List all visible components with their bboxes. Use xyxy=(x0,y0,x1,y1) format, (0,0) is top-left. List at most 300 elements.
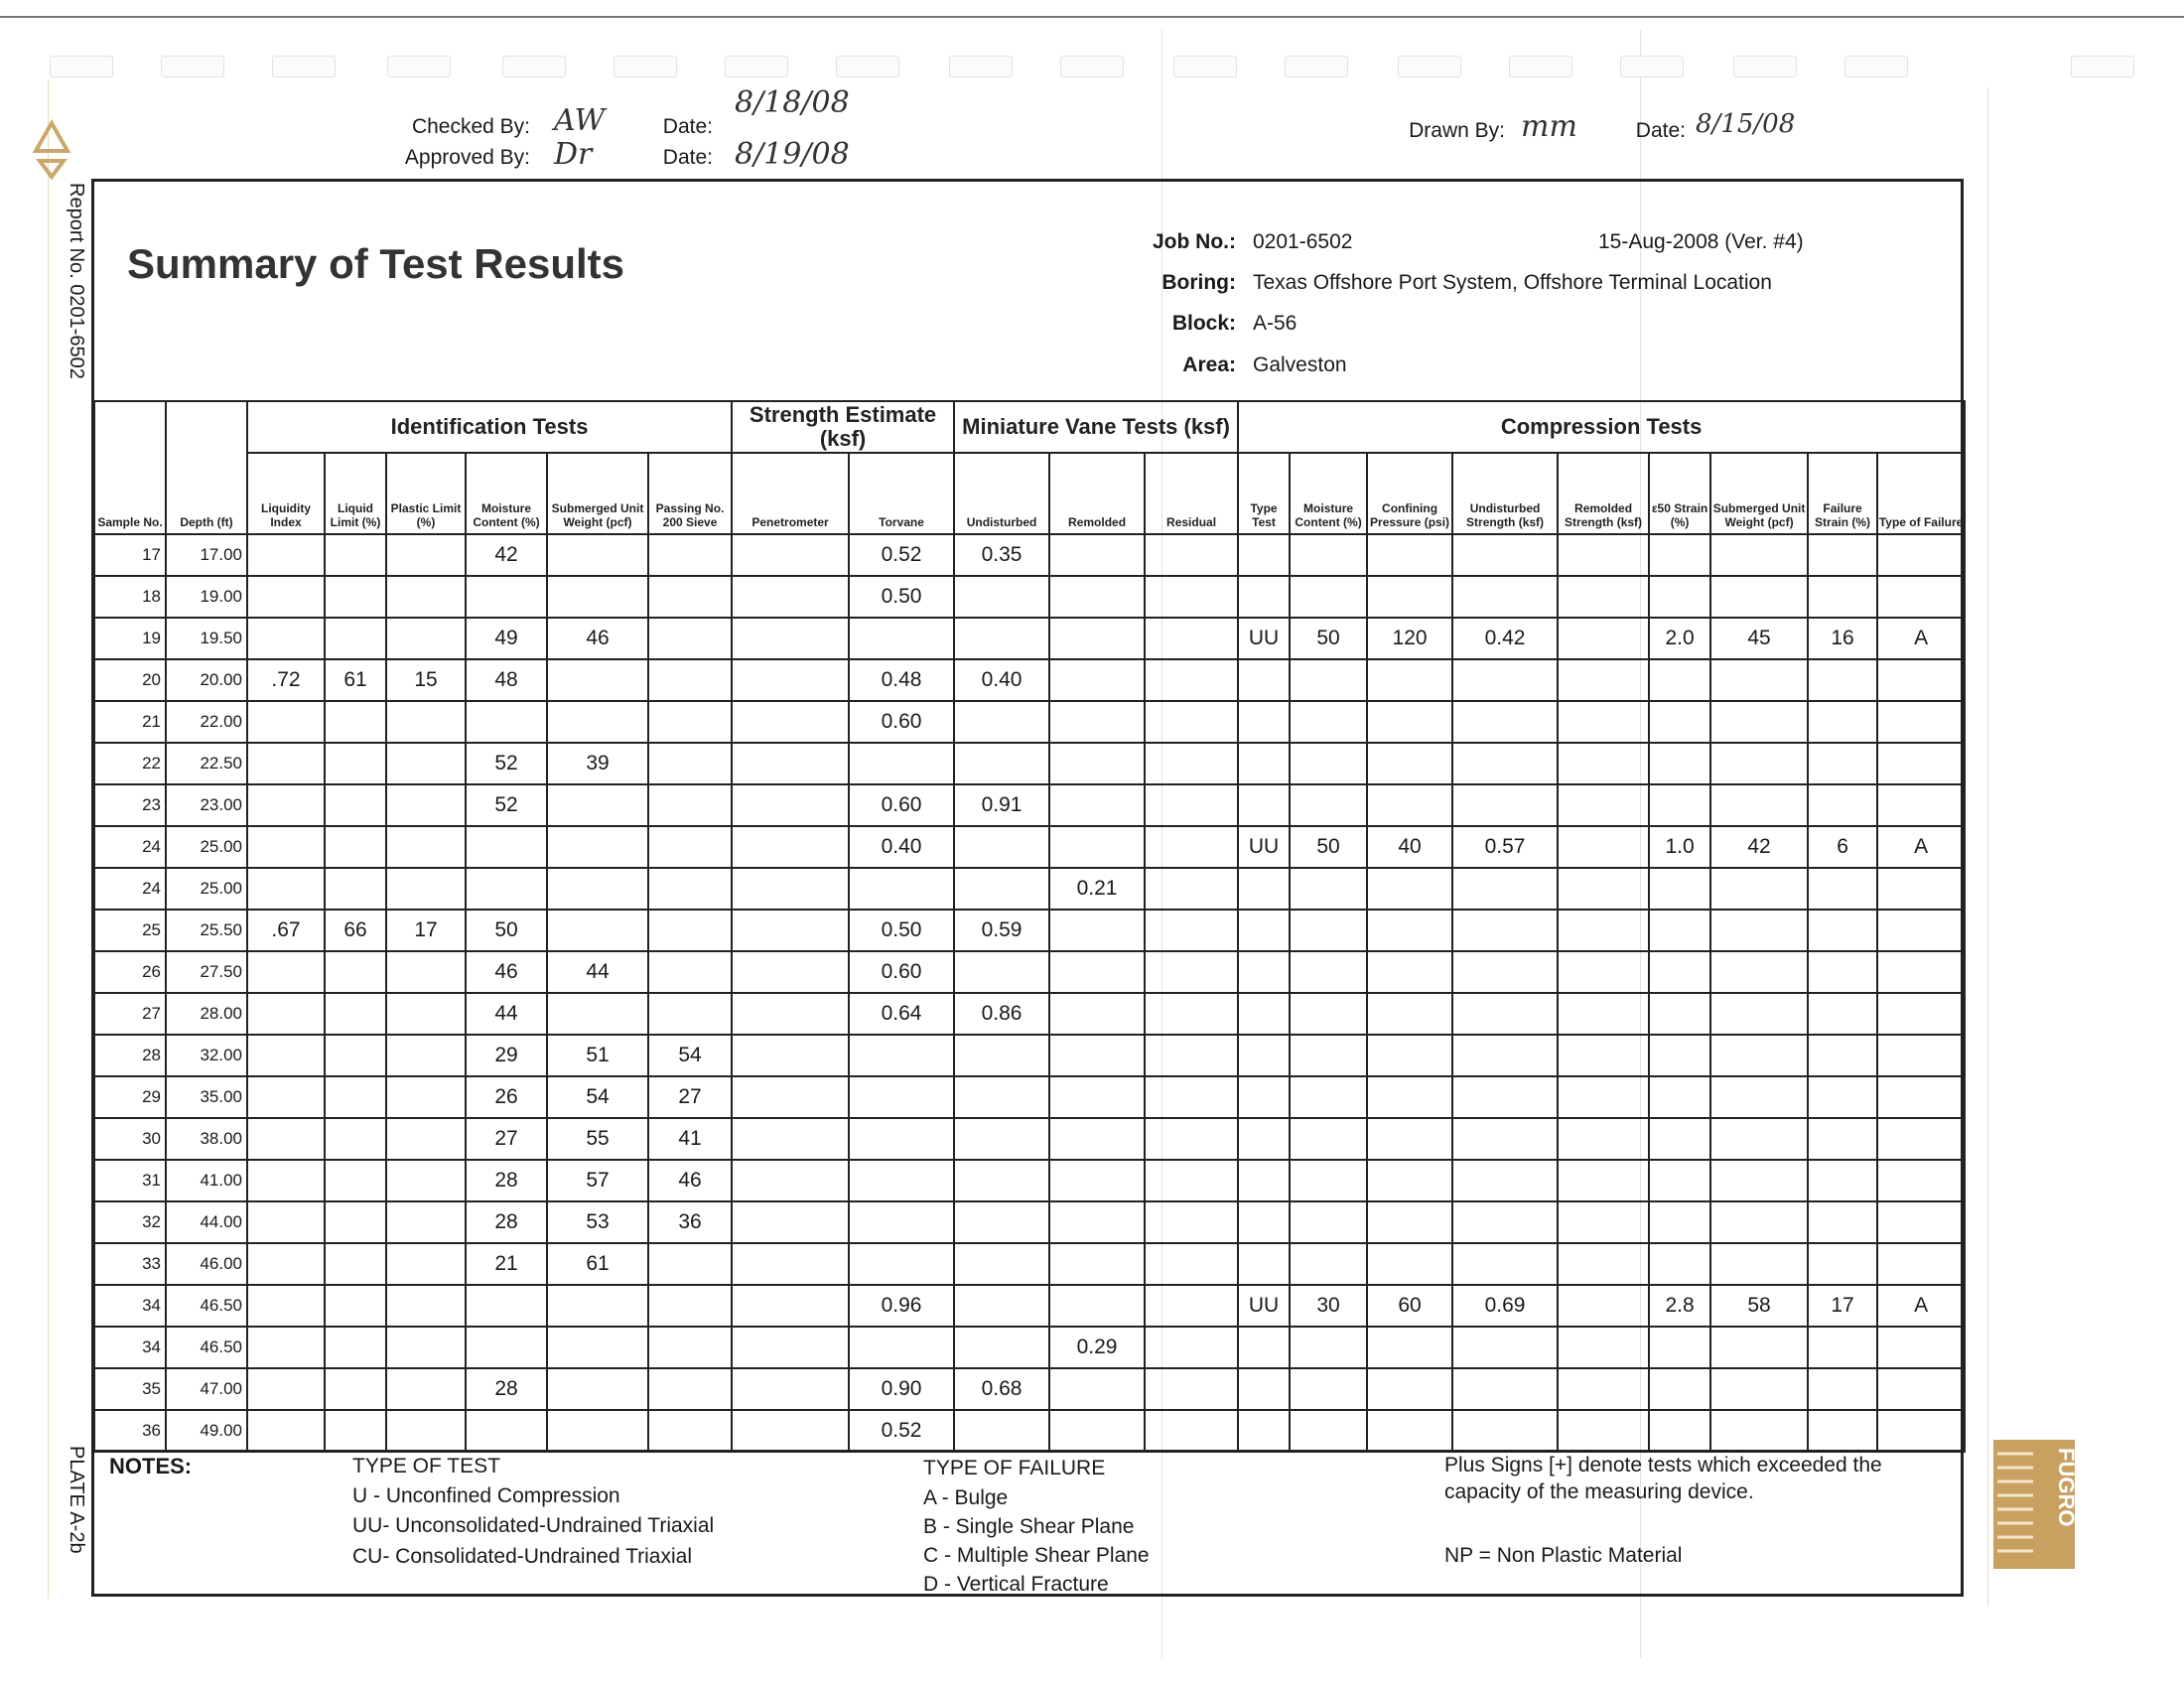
table-cell xyxy=(247,951,325,993)
table-cell xyxy=(1877,1035,1965,1076)
table-cell: 0.40 xyxy=(849,826,954,868)
table-cell xyxy=(1877,1327,1965,1368)
table-cell xyxy=(386,618,466,659)
table-cell xyxy=(648,618,732,659)
table-cell xyxy=(325,1201,386,1243)
table-cell: 25.00 xyxy=(166,868,247,910)
table-cell xyxy=(386,868,466,910)
group-compression-tests: Compression Tests xyxy=(1238,401,1965,453)
area-label: Area: xyxy=(1182,353,1236,376)
punch-hole xyxy=(1844,56,1908,77)
table-cell xyxy=(1558,1368,1649,1410)
table-cell: 32 xyxy=(94,1201,166,1243)
table-cell xyxy=(1049,743,1145,784)
table-cell xyxy=(1558,1118,1649,1160)
table-cell xyxy=(732,576,849,618)
table-cell xyxy=(1649,1243,1710,1285)
table-cell xyxy=(1049,1076,1145,1118)
table-cell: 44.00 xyxy=(166,1201,247,1243)
table-cell xyxy=(1877,1243,1965,1285)
table-cell xyxy=(1238,1327,1290,1368)
table-cell xyxy=(1049,1035,1145,1076)
table-cell xyxy=(325,534,386,576)
table-cell xyxy=(386,1243,466,1285)
plate-label-side: PLATE A-2b xyxy=(66,1446,87,1554)
table-cell xyxy=(1710,534,1808,576)
type-of-failure-item: C - Multiple Shear Plane xyxy=(923,1544,1150,1567)
table-cell xyxy=(1808,743,1877,784)
table-cell xyxy=(732,659,849,701)
table-cell xyxy=(1558,1243,1649,1285)
table-cell xyxy=(1145,1201,1238,1243)
table-cell xyxy=(325,618,386,659)
table-cell: 27 xyxy=(648,1076,732,1118)
table-cell xyxy=(1877,534,1965,576)
table-cell xyxy=(325,1243,386,1285)
table-cell xyxy=(1877,1368,1965,1410)
table-cell xyxy=(1367,1035,1452,1076)
table-cell xyxy=(1558,993,1649,1035)
table-cell: 47.00 xyxy=(166,1368,247,1410)
table-cell xyxy=(386,826,466,868)
punch-hole xyxy=(502,56,566,77)
table-cell: 40 xyxy=(1367,826,1452,868)
table-cell xyxy=(1367,910,1452,951)
table-cell xyxy=(1367,576,1452,618)
table-cell xyxy=(1238,1368,1290,1410)
table-cell xyxy=(466,1327,547,1368)
table-cell xyxy=(1145,1160,1238,1201)
table-cell xyxy=(547,868,648,910)
table-cell xyxy=(1145,743,1238,784)
table-cell xyxy=(732,1118,849,1160)
table-cell xyxy=(1558,534,1649,576)
table-row xyxy=(94,1327,1965,1368)
table-cell xyxy=(849,618,954,659)
table-cell: 55 xyxy=(547,1118,648,1160)
table-cell xyxy=(1452,1035,1558,1076)
table-cell xyxy=(547,910,648,951)
table-row xyxy=(94,701,1965,743)
table-cell xyxy=(1145,534,1238,576)
table-cell xyxy=(1710,1076,1808,1118)
type-of-test-item: U - Unconfined Compression xyxy=(352,1484,620,1507)
table-cell xyxy=(466,1410,547,1452)
table-cell: 34 xyxy=(94,1285,166,1327)
table-cell xyxy=(849,1035,954,1076)
table-cell xyxy=(1452,659,1558,701)
col-undisturbed-strength: Undisturbed Strength (ksf) xyxy=(1452,453,1558,534)
table-cell: 52 xyxy=(466,784,547,826)
table-cell: 0.91 xyxy=(954,784,1049,826)
table-cell xyxy=(1367,993,1452,1035)
table-cell xyxy=(547,993,648,1035)
table-cell xyxy=(732,951,849,993)
table-cell: 31 xyxy=(94,1160,166,1201)
table-cell xyxy=(1367,534,1452,576)
table-row xyxy=(94,1201,1965,1243)
table-cell xyxy=(648,993,732,1035)
table-row xyxy=(94,784,1965,826)
col-torvane: Torvane xyxy=(849,453,954,534)
table-cell xyxy=(466,1285,547,1327)
col-type-test: Type Test xyxy=(1238,453,1290,534)
table-cell: 0.52 xyxy=(849,534,954,576)
table-cell: 44 xyxy=(547,951,648,993)
table-cell: 46 xyxy=(466,951,547,993)
table-cell xyxy=(247,1076,325,1118)
table-cell: 24 xyxy=(94,868,166,910)
table-cell xyxy=(1808,910,1877,951)
test-results-table xyxy=(93,400,1966,1453)
table-cell: 0.57 xyxy=(1452,826,1558,868)
punch-hole xyxy=(1285,56,1348,77)
table-cell xyxy=(1238,534,1290,576)
col-depth: Depth (ft) xyxy=(166,401,247,534)
group-identification-tests: Identification Tests xyxy=(247,401,732,453)
table-cell: 42 xyxy=(466,534,547,576)
table-cell: 120 xyxy=(1367,618,1452,659)
col-sample-no: Sample No. xyxy=(94,401,166,534)
table-cell xyxy=(1452,1076,1558,1118)
table-cell xyxy=(325,1118,386,1160)
table-cell: 0.60 xyxy=(849,784,954,826)
punch-hole xyxy=(161,56,224,77)
table-cell: 19.00 xyxy=(166,576,247,618)
table-cell xyxy=(247,1243,325,1285)
table-cell xyxy=(954,1076,1049,1118)
table-cell xyxy=(247,868,325,910)
table-cell: 36 xyxy=(648,1201,732,1243)
table-cell xyxy=(1808,1410,1877,1452)
table-cell xyxy=(386,1410,466,1452)
boring-label: Boring: xyxy=(1161,271,1236,294)
table-cell: 20 xyxy=(94,659,166,701)
table-cell xyxy=(1452,1410,1558,1452)
drawn-date-label: Date: xyxy=(1635,119,1686,142)
punch-hole xyxy=(836,56,899,77)
table-cell: 50 xyxy=(466,910,547,951)
table-cell xyxy=(1452,1243,1558,1285)
table-cell xyxy=(1877,1160,1965,1201)
table-cell xyxy=(1649,910,1710,951)
col-submerged-unit-weight: Submerged Unit Weight (pcf) xyxy=(547,453,648,534)
table-cell xyxy=(1877,993,1965,1035)
table-row xyxy=(94,993,1965,1035)
table-row xyxy=(94,1368,1965,1410)
table-cell xyxy=(732,1368,849,1410)
table-cell xyxy=(648,1368,732,1410)
table-cell xyxy=(1145,784,1238,826)
table-cell xyxy=(1367,1368,1452,1410)
table-cell xyxy=(1049,1410,1145,1452)
checked-date-label: Date: xyxy=(662,115,713,138)
table-cell xyxy=(1808,576,1877,618)
table-cell xyxy=(1290,534,1367,576)
table-cell: 27.50 xyxy=(166,951,247,993)
table-cell: 28 xyxy=(94,1035,166,1076)
table-cell: 66 xyxy=(325,910,386,951)
table-cell xyxy=(954,1243,1049,1285)
table-cell: UU xyxy=(1238,1285,1290,1327)
table-cell xyxy=(648,951,732,993)
table-cell xyxy=(1877,576,1965,618)
table-cell: 61 xyxy=(325,659,386,701)
table-cell: 22.00 xyxy=(166,701,247,743)
table-cell xyxy=(1558,910,1649,951)
approved-by-signature: Dr xyxy=(554,137,593,172)
table-cell xyxy=(648,1410,732,1452)
table-cell xyxy=(1877,951,1965,993)
punch-hole xyxy=(272,56,336,77)
table-cell: .72 xyxy=(247,659,325,701)
col-moisture-content: Moisture Content (%) xyxy=(466,453,547,534)
table-cell xyxy=(1452,1118,1558,1160)
table-cell xyxy=(648,576,732,618)
table-cell: 1.0 xyxy=(1649,826,1710,868)
table-row xyxy=(94,910,1965,951)
table-cell xyxy=(1145,701,1238,743)
table-cell xyxy=(247,1201,325,1243)
table-cell xyxy=(547,1285,648,1327)
checked-by-signature: AW xyxy=(554,103,606,138)
table-cell xyxy=(648,659,732,701)
table-cell xyxy=(1145,868,1238,910)
table-cell: 25.50 xyxy=(166,910,247,951)
table-cell: 35 xyxy=(94,1368,166,1410)
non-plastic-note: NP = Non Plastic Material xyxy=(1444,1544,1683,1567)
table-cell xyxy=(1452,1160,1558,1201)
table-cell: 2.0 xyxy=(1649,618,1710,659)
table-cell: A xyxy=(1877,1285,1965,1327)
table-cell xyxy=(1710,868,1808,910)
table-cell xyxy=(849,1118,954,1160)
table-cell xyxy=(247,743,325,784)
table-cell xyxy=(325,993,386,1035)
table-cell: 17 xyxy=(1808,1285,1877,1327)
table-cell xyxy=(648,826,732,868)
table-cell xyxy=(1049,1243,1145,1285)
table-cell xyxy=(547,784,648,826)
table-cell: 0.68 xyxy=(954,1368,1049,1410)
table-cell xyxy=(1558,868,1649,910)
table-cell xyxy=(1049,1368,1145,1410)
table-cell xyxy=(1238,1160,1290,1201)
table-cell xyxy=(1558,784,1649,826)
table-cell xyxy=(1710,1327,1808,1368)
table-cell: 23 xyxy=(94,784,166,826)
table-cell xyxy=(849,1201,954,1243)
table-cell xyxy=(1367,1201,1452,1243)
table-cell: 61 xyxy=(547,1243,648,1285)
table-cell xyxy=(1877,910,1965,951)
table-cell xyxy=(1649,951,1710,993)
table-row xyxy=(94,1118,1965,1160)
table-cell xyxy=(1145,1327,1238,1368)
table-row xyxy=(94,618,1965,659)
table-cell xyxy=(1290,1368,1367,1410)
punch-hole xyxy=(725,56,788,77)
table-cell xyxy=(1877,868,1965,910)
table-cell xyxy=(1710,1201,1808,1243)
table-cell xyxy=(1145,910,1238,951)
table-cell xyxy=(1049,701,1145,743)
table-cell xyxy=(1049,1285,1145,1327)
table-cell: 45 xyxy=(1710,618,1808,659)
col-penetrometer: Penetrometer xyxy=(732,453,849,534)
col-vane-undisturbed: Undisturbed xyxy=(954,453,1049,534)
table-cell xyxy=(1238,951,1290,993)
table-cell xyxy=(849,1160,954,1201)
punch-hole xyxy=(1733,56,1797,77)
table-cell xyxy=(1710,701,1808,743)
table-cell xyxy=(1710,1243,1808,1285)
table-cell xyxy=(1558,1035,1649,1076)
table-cell xyxy=(547,534,648,576)
table-cell xyxy=(1808,1118,1877,1160)
table-cell xyxy=(1290,910,1367,951)
table-cell xyxy=(325,1327,386,1368)
table-cell xyxy=(1367,659,1452,701)
table-cell xyxy=(466,576,547,618)
punch-hole xyxy=(1620,56,1684,77)
table-cell xyxy=(1808,1201,1877,1243)
table-cell xyxy=(1452,576,1558,618)
table-cell xyxy=(1049,534,1145,576)
type-of-failure-item: A - Bulge xyxy=(923,1486,1009,1509)
table-cell: 46.00 xyxy=(166,1243,247,1285)
table-cell: 0.90 xyxy=(849,1368,954,1410)
table-cell: 28 xyxy=(466,1160,547,1201)
table-cell xyxy=(1238,1201,1290,1243)
table-cell xyxy=(1367,701,1452,743)
table-cell xyxy=(325,1410,386,1452)
table-cell xyxy=(1290,743,1367,784)
table-cell xyxy=(325,701,386,743)
group-strength-estimate: Strength Estimate (ksf) xyxy=(732,401,954,453)
table-cell: 54 xyxy=(648,1035,732,1076)
table-cell xyxy=(954,1035,1049,1076)
table-cell xyxy=(386,534,466,576)
table-cell xyxy=(386,1368,466,1410)
table-cell xyxy=(1452,1327,1558,1368)
table-cell xyxy=(954,1327,1049,1368)
job-number: 0201-6502 xyxy=(1253,230,1353,253)
table-cell xyxy=(1049,659,1145,701)
table-cell xyxy=(1049,1118,1145,1160)
table-cell: 49 xyxy=(466,618,547,659)
col-failure-strain: Failure Strain (%) xyxy=(1808,453,1877,534)
table-cell: 17.00 xyxy=(166,534,247,576)
table-cell: 22 xyxy=(94,743,166,784)
table-cell xyxy=(1649,1076,1710,1118)
table-cell xyxy=(325,576,386,618)
table-cell xyxy=(732,1285,849,1327)
table-cell xyxy=(466,701,547,743)
table-cell xyxy=(1452,910,1558,951)
table-cell: 44 xyxy=(466,993,547,1035)
table-cell xyxy=(1558,1327,1649,1368)
approved-date-handwritten: 8/19/08 xyxy=(735,137,850,172)
col-vane-remolded: Remolded xyxy=(1049,453,1145,534)
table-cell: 20.00 xyxy=(166,659,247,701)
table-row xyxy=(94,1035,1965,1076)
table-cell xyxy=(1710,1118,1808,1160)
table-cell xyxy=(732,743,849,784)
table-cell xyxy=(1145,1368,1238,1410)
punch-hole xyxy=(1060,56,1124,77)
table-cell xyxy=(1452,1201,1558,1243)
approved-date-label: Date: xyxy=(662,146,713,169)
table-cell xyxy=(1452,743,1558,784)
table-cell xyxy=(1367,1410,1452,1452)
table-cell xyxy=(1877,1201,1965,1243)
table-cell xyxy=(732,1327,849,1368)
table-cell xyxy=(954,1118,1049,1160)
table-cell xyxy=(954,1201,1049,1243)
table-cell xyxy=(247,576,325,618)
table-cell xyxy=(1367,1327,1452,1368)
table-cell xyxy=(648,1243,732,1285)
table-cell xyxy=(325,743,386,784)
table-row xyxy=(94,1410,1965,1452)
table-cell xyxy=(1710,993,1808,1035)
table-cell xyxy=(1145,618,1238,659)
table-cell xyxy=(1238,576,1290,618)
table-cell xyxy=(1558,743,1649,784)
table-cell xyxy=(954,1410,1049,1452)
table-cell xyxy=(325,868,386,910)
table-cell xyxy=(732,1035,849,1076)
table-cell xyxy=(325,1076,386,1118)
punch-hole xyxy=(1173,56,1237,77)
table-cell xyxy=(1049,910,1145,951)
table-cell xyxy=(1808,784,1877,826)
table-cell xyxy=(732,826,849,868)
table-cell xyxy=(547,659,648,701)
table-row xyxy=(94,1243,1965,1285)
table-cell xyxy=(247,534,325,576)
fugro-logo xyxy=(1993,1440,2079,1569)
table-row xyxy=(94,576,1965,618)
table-cell xyxy=(1452,868,1558,910)
table-cell xyxy=(1049,576,1145,618)
table-cell: 25.00 xyxy=(166,826,247,868)
table-cell xyxy=(1649,743,1710,784)
table-cell xyxy=(547,701,648,743)
table-cell xyxy=(1238,993,1290,1035)
table-cell: 46 xyxy=(648,1160,732,1201)
table-cell xyxy=(1710,576,1808,618)
table-cell xyxy=(1649,701,1710,743)
table-cell: 17 xyxy=(386,910,466,951)
table-cell xyxy=(1808,1327,1877,1368)
table-cell xyxy=(1452,1368,1558,1410)
table-cell: 36 xyxy=(94,1410,166,1452)
table-row xyxy=(94,826,1965,868)
table-cell: 17 xyxy=(94,534,166,576)
table-cell xyxy=(386,951,466,993)
table-cell xyxy=(1649,1368,1710,1410)
table-cell: 49.00 xyxy=(166,1410,247,1452)
table-cell: 33 xyxy=(94,1243,166,1285)
table-cell xyxy=(1290,868,1367,910)
table-cell xyxy=(466,826,547,868)
punch-hole xyxy=(50,56,113,77)
table-cell xyxy=(1808,993,1877,1035)
table-cell xyxy=(954,743,1049,784)
table-cell xyxy=(547,1327,648,1368)
